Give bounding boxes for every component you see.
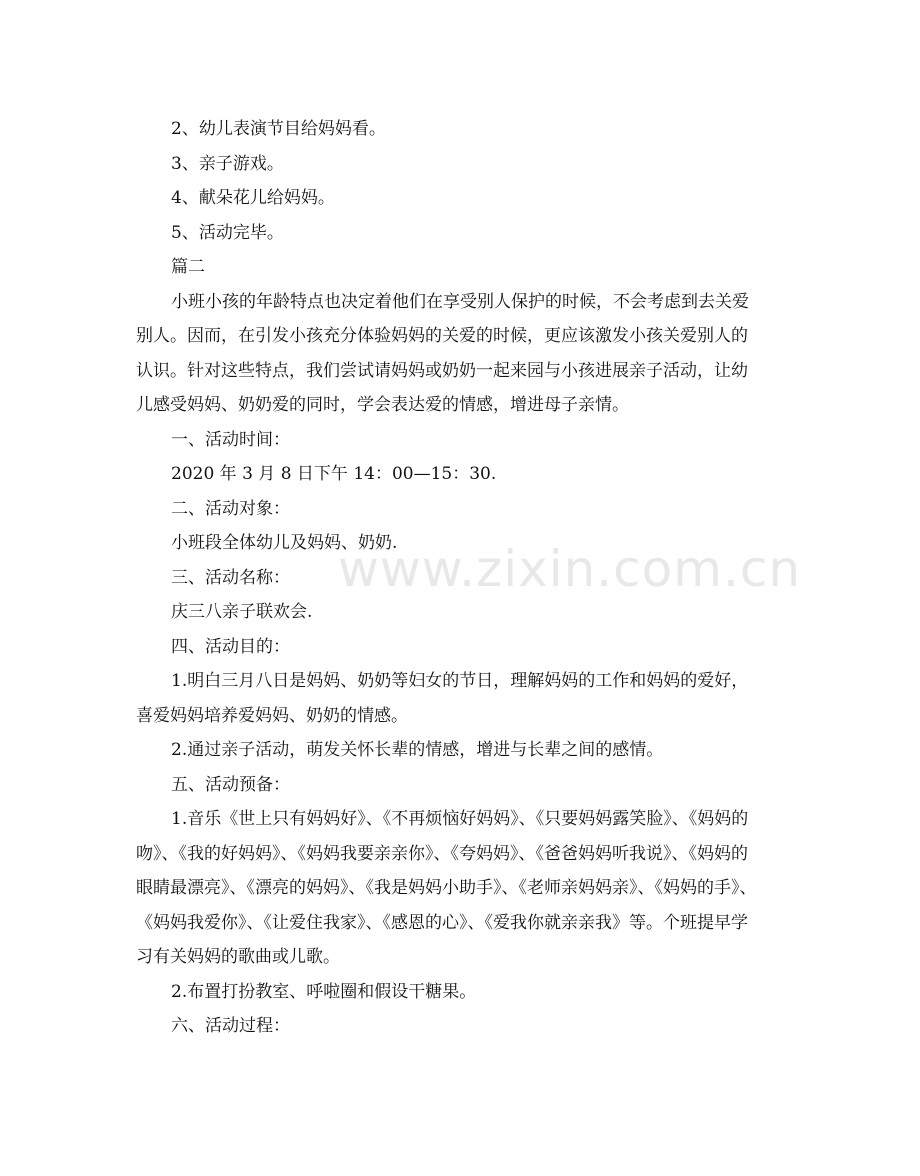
text-line: 眼睛最漂亮》、《漂亮的妈妈》、《我是妈妈小助手》、《老师亲妈妈亲》、《妈妈的手》、 xyxy=(136,878,757,898)
text-line: 别人。因而，在引发小孩充分体验妈妈的关爱的时候，更应该激发小孩关爱别人的 xyxy=(136,326,748,346)
text-line: 小班段全体幼儿及妈妈、奶奶. xyxy=(171,533,398,553)
text-line: 认识。针对这些特点，我们尝试请妈妈或奶奶一起来园与小孩进展亲子活动，让幼 xyxy=(136,360,748,381)
text-line: 5、活动完毕。 xyxy=(171,222,284,243)
watermark: www.zixin.com.cn xyxy=(338,540,802,598)
text-line: 《妈妈我爱你》、《让爱住我家》、《感恩的心》、《爱我你就亲亲我》等。个班提早学 xyxy=(136,912,748,933)
text-line: 三、活动名称： xyxy=(171,567,290,588)
document-body xyxy=(136,112,802,1044)
text-line: 2.布置打扮教室、呼啦圈和假设干糖果。 xyxy=(171,981,477,1002)
text-line: 篇二 xyxy=(171,257,205,277)
text-line: 二、活动对象： xyxy=(171,498,290,519)
text-line: 1.音乐《世上只有妈妈好》、《不再烦恼好妈妈》、《只要妈妈露笑脸》、《妈妈的 xyxy=(171,809,749,829)
text-line: 六、活动过程： xyxy=(171,1016,290,1036)
text-line: 庆三八亲子联欢会. xyxy=(171,602,313,622)
text-line: 4、献朵花儿给妈妈。 xyxy=(171,188,335,208)
text-line: 习有关妈妈的歌曲或儿歌。 xyxy=(136,947,340,967)
text-line: 儿感受妈妈、奶奶爱的同时，学会表达爱的情感，增进母子亲情。 xyxy=(136,395,629,415)
text-line: 喜爱妈妈培养爱妈妈、奶奶的情感。 xyxy=(136,705,408,726)
text-line: 小班小孩的年龄特点也决定着他们在享受别人保护的时候，不会考虑到去关爱 xyxy=(171,291,749,312)
text-line: 2020 年 3 月 8 日下午 14：00—15：30. xyxy=(171,464,497,484)
text-line: 吻》、《我的好妈妈》、《妈妈我要亲亲你》、《夸妈妈》、《爸爸妈妈听我说》、《妈妈的 xyxy=(136,843,748,864)
text-line: 2、幼儿表演节目给妈妈看。 xyxy=(171,119,386,139)
text-line: 一、活动时间： xyxy=(171,429,290,450)
text-line: 2.通过亲子活动，萌发关怀长辈的情感，增进与长辈之间的感情。 xyxy=(171,740,664,760)
text-line: 3、亲子游戏。 xyxy=(171,153,284,174)
text-line: 四、活动目的： xyxy=(171,636,290,657)
text-line: 1.明白三月八日是妈妈、奶奶等妇女的节日，理解妈妈的工作和妈妈的爱好， xyxy=(171,671,749,691)
text-line: 五、活动预备： xyxy=(171,774,290,795)
